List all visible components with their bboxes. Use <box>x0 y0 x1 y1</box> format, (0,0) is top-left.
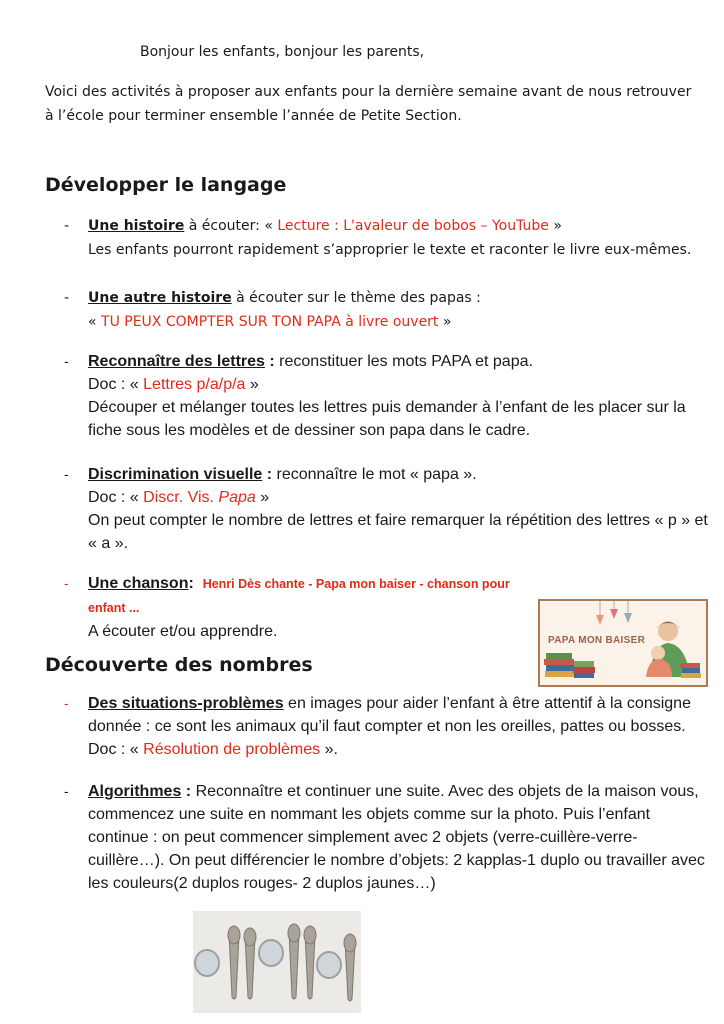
list-item-algorithmes: - Algorithmes : Reconnaître et continuer une suite. Avec des objets de la maison vous, commencez une suite en nommant les objets comme sur la photo. Puis l’enfant continue : on peut commencer simplement avec 2 objets (verre-cuillère-verre-cuillère…). On peut différencier le nombre d’objets: 2 kapplas-1 duplo ou travailler avec les couleurs(2 duplos rouges- 2 duplos jaunes…) <box>88 780 708 895</box>
item-label: Discrimination visuelle <box>88 466 263 483</box>
item-label: Une chanson <box>88 575 189 592</box>
link-papa-mon-baiser[interactable]: Henri Dès chante - Papa mon baiser - chanson pour enfant ... <box>88 577 510 615</box>
list-item-discrimination: - Discrimination visuelle : reconnaître le mot « papa ». Doc : « Discr. Vis. Papa » On peut compter le nombre de lettres et faire remarquer la répétition des lettres « p » et « a ». <box>88 463 708 555</box>
item-label: Reconnaître des lettres <box>88 353 265 370</box>
bullet-dash: - <box>64 783 69 799</box>
bullet-dash: - <box>64 290 70 306</box>
papa-image-title: PAPA MON BAISER <box>548 635 646 646</box>
papa-mon-baiser-image <box>538 599 708 687</box>
spoon-glass-illustration <box>193 911 361 1013</box>
bullet-dash: - <box>64 695 69 711</box>
bullet-dash: - <box>64 218 70 234</box>
bullet-dash: - <box>64 353 69 369</box>
item-description: Découper et mélanger toutes les lettres puis demander à l’enfant de les placer sur la fiche sous les modèles et de dessiner son papa dans le cadre. <box>88 399 686 439</box>
algorithm-photo <box>193 911 361 1013</box>
link-discr-vis-papa[interactable]: Discr. Vis. Papa <box>143 489 256 506</box>
item-description: A écouter et/ou apprendre. <box>88 623 278 640</box>
list-item-situations-problemes: - Des situations-problèmes en images pour aider l’enfant à être attentif à la consigne donnée : ce sont les animaux qu’il faut compter et non les oreilles, pattes ou bosses. Doc : « Résolution de problèmes ». <box>88 692 708 761</box>
link-avaleur-de-bobos[interactable]: Lecture : L'avaleur de bobos – YouTube <box>277 218 549 234</box>
link-compter-sur-ton-papa[interactable]: TU PEUX COMPTER SUR TON PAPA à livre ouvert <box>101 314 439 330</box>
list-item-autre-histoire: - Une autre histoire à écouter sur le thème des papas : « TU PEUX COMPTER SUR TON PAPA à livre ouvert » <box>88 286 708 334</box>
link-lettres-papa[interactable]: Lettres p/a/p/a <box>143 376 246 393</box>
list-item-lettres: - Reconnaître des lettres : reconstituer les mots PAPA et papa. Doc : « Lettres p/a/p/a » Découper et mélanger toutes les lettres puis demander à l’enfant de les placer sur la fiche sous les modèles et de dessiner son papa dans le cadre. <box>88 350 708 442</box>
link-resolution-problemes[interactable]: Résolution de problèmes <box>143 741 321 758</box>
list-item-histoire: - Une histoire à écouter: « Lecture : L'avaleur de bobos – YouTube » Les enfants pourront rapidement s’approprier le texte et raconter le livre eux-mêmes. <box>88 214 708 262</box>
item-label: Des situations-problèmes <box>88 695 284 712</box>
item-label: Une histoire <box>88 218 185 234</box>
bullet-dash: - <box>64 575 69 591</box>
bullet-dash: - <box>64 466 69 482</box>
item-description: On peut compter le nombre de lettres et faire remarquer la répétition des lettres « p » et « a ». <box>88 512 708 552</box>
item-label: Algorithmes <box>88 783 182 800</box>
greeting: Bonjour les enfants, bonjour les parents, <box>140 44 425 60</box>
section-title-nombres: Découverte des nombres <box>45 654 313 676</box>
item-description: Les enfants pourront rapidement s’approprier le texte et raconter le livre eux-mêmes. <box>88 242 692 258</box>
intro-paragraph: Voici des activités à proposer aux enfants pour la dernière semaine avant de nous retrouver à l’école pour terminer ensemble l’année de Petite Section. <box>45 84 692 124</box>
item-label: Une autre histoire <box>88 290 232 306</box>
section-title-langage: Développer le langage <box>45 174 287 196</box>
list-item-chanson: - Une chanson: Henri Dès chante - Papa mon baiser - chanson pour enfant ... A écouter et/ou apprendre. <box>88 572 538 643</box>
